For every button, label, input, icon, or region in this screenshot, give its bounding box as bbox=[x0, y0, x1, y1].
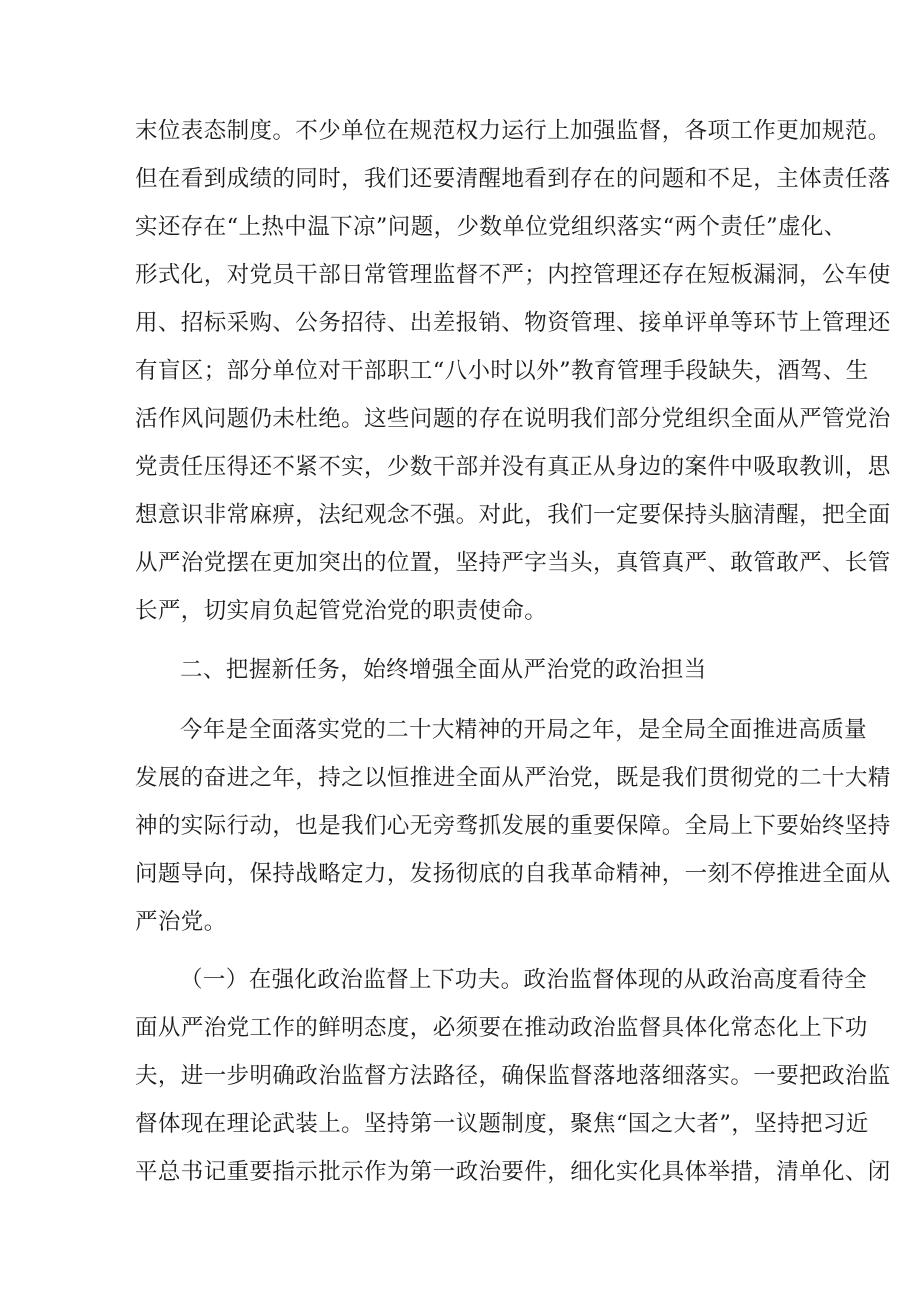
body-text-line: 从严治党摆在更加突出的位置，坚持严字当头，真管真严、敢管敢严、长管 bbox=[135, 550, 891, 576]
body-text-line: 发展的奋进之年，持之以恒推进全面从严治党，既是我们贯彻党的二十大精 bbox=[135, 765, 891, 791]
body-text-line: 形式化，对党员干部日常管理监督不严；内控管理还存在短板漏洞，公车使 bbox=[135, 262, 891, 288]
section-heading: 二、把握新任务，始终增强全面从严治党的政治担当 bbox=[180, 657, 707, 683]
body-text-line: 活作风问题仍未杜绝。这些问题的存在说明我们部分党组织全面从严管党治 bbox=[135, 406, 891, 432]
body-text-line: 平总书记重要指示批示作为第一政治要件，细化实化具体举措，清单化、闭 bbox=[135, 1159, 891, 1185]
body-text-line: 督体现在理论武装上。坚持第一议题制度，聚焦“国之大者”，坚持把习近 bbox=[135, 1111, 869, 1137]
body-text-line: 但在看到成绩的同时，我们还要清醒地看到存在的问题和不足，主体责任落 bbox=[135, 166, 891, 192]
body-text-line: 面从严治党工作的鲜明态度，必须要在推动政治监督具体化常态化上下功 bbox=[135, 1015, 868, 1041]
body-text-line: 想意识非常麻痹，法纪观念不强。对此，我们一定要保持头脑清醒，把全面 bbox=[135, 502, 891, 528]
body-text-line: 党责任压得还不紧不实，少数干部并没有真正从身边的案件中吸取教训，思 bbox=[135, 454, 891, 480]
body-text-line: 实还存在“上热中温下凉”问题，少数单位党组织落实“两个责任”虚化、 bbox=[135, 214, 847, 240]
body-text-line: 严治党。 bbox=[135, 909, 227, 935]
body-text-line: 今年是全面落实党的二十大精神的开局之年，是全局全面推进高质量 bbox=[180, 717, 868, 743]
body-text-line: 用、招标采购、公务招待、出差报销、物资管理、接单评单等环节上管理还 bbox=[135, 310, 891, 336]
body-text-line: 末位表态制度。不少单位在规范权力运行上加强监督，各项工作更加规范。 bbox=[135, 118, 891, 144]
body-text-line: （一）在强化政治监督上下功夫。政治监督体现的从政治高度看待全 bbox=[180, 967, 868, 993]
body-text-line: 问题导向，保持战略定力，发扬彻底的自我革命精神，一刻不停推进全面从 bbox=[135, 861, 891, 887]
body-text-line: 有盲区；部分单位对干部职工“八小时以外”教育管理手段缺失，酒驾、生 bbox=[135, 358, 869, 384]
body-text-line: 长严，切实肩负起管党治党的职责使命。 bbox=[135, 598, 548, 624]
body-text-line: 神的实际行动，也是我们心无旁骛抓发展的重要保障。全局上下要始终坚持 bbox=[135, 813, 891, 839]
body-text-line: 夫，进一步明确政治监督方法路径，确保监督落地落细落实。一要把政治监 bbox=[135, 1063, 891, 1089]
